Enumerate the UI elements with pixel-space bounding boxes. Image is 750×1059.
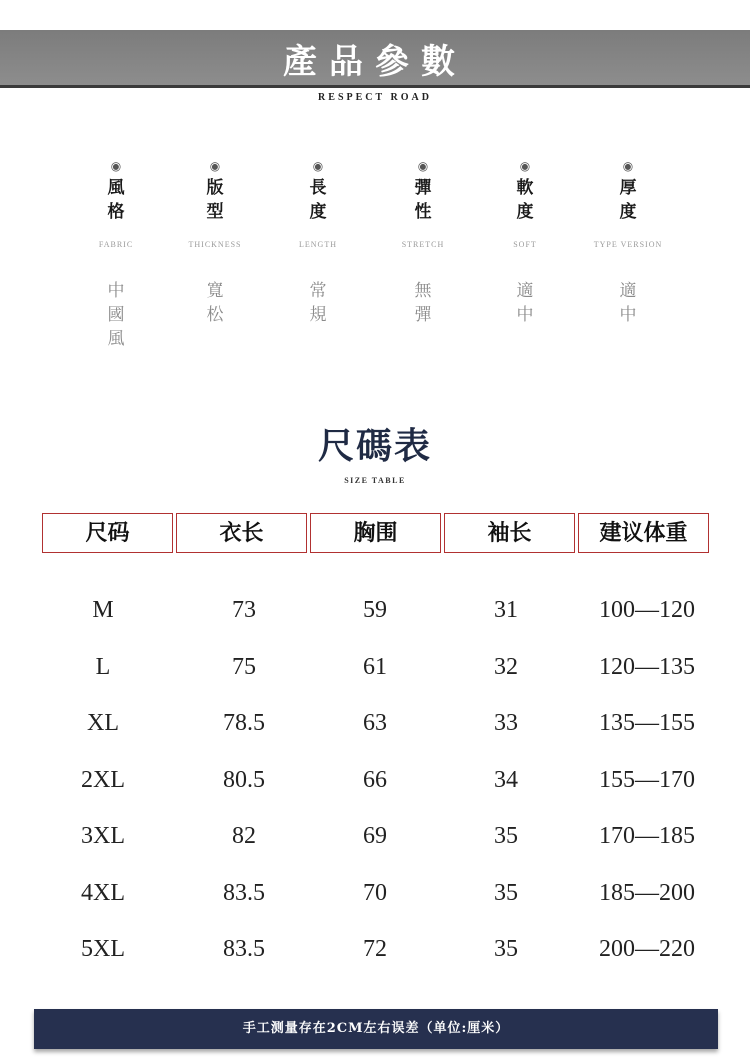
param-en-label: TYPE VERSION	[593, 240, 663, 249]
circle-dot-icon: ◉	[110, 159, 122, 173]
cell-weight: 200—220	[599, 936, 695, 962]
page-subtitle: RESPECT ROAD	[318, 92, 432, 103]
table-row	[0, 760, 750, 817]
size-table-header	[0, 513, 750, 557]
cell-weight: 170—185	[599, 823, 695, 849]
cell-size: XL	[87, 710, 119, 736]
cell-length: 78.5	[223, 710, 265, 736]
param-name: 版型	[206, 178, 224, 222]
cell-size: 5XL	[81, 936, 125, 962]
circle-dot-icon: ◉	[209, 159, 221, 173]
cell-weight: 185—200	[599, 879, 695, 906]
measurement-note: 手工测量存在2CM左右误差（单位:厘米）	[34, 1009, 718, 1049]
param-name: 長度	[309, 178, 327, 222]
param-en-label: FABRIC	[98, 240, 134, 249]
param-fit	[160, 160, 270, 327]
param-value: 中國風	[107, 281, 125, 349]
header-sleeve: 袖长	[444, 513, 575, 553]
cell-chest: 72	[363, 936, 387, 962]
header-weight: 建议体重	[578, 513, 709, 553]
cell-length: 73	[232, 597, 256, 623]
param-value: 常規	[309, 281, 327, 325]
cell-size: M	[92, 597, 114, 623]
param-name: 彈性	[414, 178, 432, 222]
size-table-title: 尺碼表	[317, 425, 432, 467]
param-thickness	[573, 160, 683, 327]
cell-chest: 66	[363, 766, 387, 793]
param-value: 寬松	[206, 281, 224, 325]
param-length	[263, 160, 373, 327]
cell-length: 80.5	[223, 766, 265, 793]
cell-sleeve: 35	[494, 936, 518, 962]
cell-chest: 59	[363, 597, 387, 623]
cell-length: 83.5	[223, 879, 265, 906]
circle-dot-icon: ◉	[622, 159, 634, 173]
param-stretch	[368, 160, 478, 327]
cell-chest: 61	[363, 653, 387, 680]
cell-sleeve: 33	[494, 710, 518, 736]
size-table-subtitle: SIZE TABLE	[344, 476, 406, 485]
circle-dot-icon: ◉	[312, 159, 324, 173]
param-softness	[470, 160, 580, 327]
header-length: 衣长	[176, 513, 307, 553]
param-en-label: SOFT	[513, 240, 537, 249]
cell-chest: 63	[363, 710, 387, 736]
cell-weight: 135—155	[599, 710, 695, 736]
page-title: 產品參數	[283, 42, 467, 82]
cell-length: 75	[232, 653, 256, 680]
param-name: 厚度	[619, 178, 637, 222]
table-row	[0, 703, 750, 760]
size-table-body	[0, 590, 750, 986]
cell-chest: 70	[363, 879, 387, 906]
table-row	[0, 929, 750, 986]
table-row	[0, 873, 750, 930]
param-en-label: STRETCH	[401, 240, 445, 249]
cell-sleeve: 35	[494, 823, 518, 849]
param-name: 風格	[107, 178, 125, 222]
param-style	[61, 160, 171, 351]
cell-length: 83.5	[223, 936, 265, 962]
cell-size: 3XL	[81, 823, 125, 849]
param-value: 適中	[619, 281, 637, 325]
circle-dot-icon: ◉	[417, 159, 429, 173]
cell-sleeve: 32	[494, 653, 518, 680]
param-en-label: LENGTH	[299, 240, 337, 249]
header-size: 尺码	[42, 513, 173, 553]
cell-size: L	[95, 653, 111, 680]
param-value: 無彈	[414, 281, 432, 325]
param-name: 軟度	[516, 178, 534, 222]
header-chest: 胸围	[310, 513, 441, 553]
param-value: 適中	[516, 281, 534, 325]
table-row	[0, 816, 750, 873]
cell-sleeve: 35	[494, 879, 518, 906]
table-row	[0, 647, 750, 704]
cell-sleeve: 31	[494, 597, 518, 623]
table-row	[0, 590, 750, 647]
cell-size: 4XL	[81, 879, 125, 906]
cell-weight: 100—120	[599, 597, 695, 623]
cell-size: 2XL	[81, 766, 125, 793]
circle-dot-icon: ◉	[519, 159, 531, 173]
cell-weight: 120—135	[599, 653, 695, 680]
param-en-label: THICKNESS	[188, 240, 242, 249]
cell-sleeve: 34	[494, 766, 518, 793]
product-params	[0, 160, 750, 380]
cell-weight: 155—170	[599, 766, 695, 793]
cell-length: 82	[232, 823, 256, 849]
cell-chest: 69	[363, 823, 387, 849]
